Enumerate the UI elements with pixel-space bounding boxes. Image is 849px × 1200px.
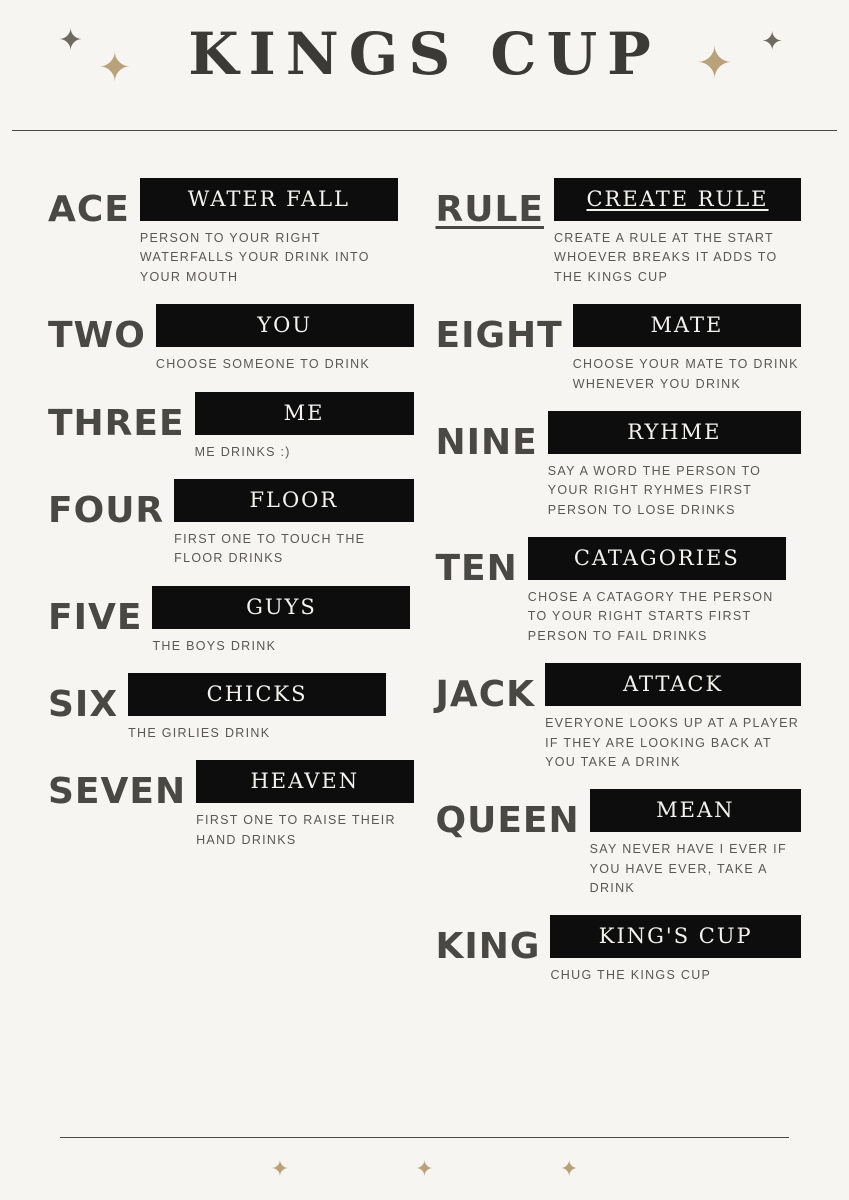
rule-description: FIRST ONE TO RAISE THEIR HAND DRINKS	[196, 813, 396, 847]
rule-body	[186, 760, 413, 850]
rule-action-chip	[140, 178, 398, 221]
rule-action-label: FLOOR	[249, 487, 339, 512]
rule-body	[118, 673, 386, 743]
rule-rank: RULE	[435, 189, 544, 230]
rule-body	[518, 537, 786, 646]
rule-entry	[436, 537, 802, 646]
rule-action-chip	[590, 789, 801, 832]
rule-rank: NINE	[435, 421, 538, 463]
divider-top	[12, 130, 837, 131]
rule-action-label: MEAN	[656, 798, 735, 823]
rule-body	[580, 789, 801, 898]
rule-description: CHOOSE YOUR MATE TO DRINK WHENEVER YOU DRINK	[572, 357, 799, 391]
rule-body	[142, 586, 410, 656]
rule-entry	[436, 663, 802, 772]
rule-rank: THREE	[48, 402, 185, 444]
rule-action-label: MATE	[650, 313, 724, 338]
rule-action-label: GUYS	[246, 594, 317, 619]
rule-body	[185, 392, 414, 462]
rule-action-label: YOU	[257, 313, 313, 338]
rule-description: ME DRINKS :)	[194, 444, 291, 459]
rule-entry	[48, 392, 414, 462]
rule-description: EVERYONE LOOKS UP AT A PLAYER IF THEY ARE LOOKING BACK AT YOU TAKE A DRINK	[545, 716, 800, 769]
rule-rank: FOUR	[48, 489, 165, 531]
rule-description: THE GIRLIES DRINK	[128, 726, 271, 740]
rule-action-chip	[196, 760, 413, 803]
rule-entry	[48, 673, 414, 743]
rule-rank: TEN	[435, 548, 518, 589]
star-icon: ✦	[696, 39, 733, 88]
header	[48, 0, 801, 130]
rule-description: PERSON TO YOUR RIGHT WATERFALLS YOUR DRINK INTO YOUR MOUTH	[139, 231, 370, 284]
rule-action-label: ATTACK	[622, 672, 724, 697]
rule-entry	[48, 760, 414, 850]
rule-body	[538, 411, 801, 520]
rule-action-chip	[550, 915, 801, 958]
rule-body	[130, 178, 398, 287]
rule-description: CHOOSE SOMEONE TO DRINK	[155, 357, 371, 372]
star-icon: ✦	[58, 24, 84, 57]
rule-description: CREATE A RULE AT THE START WHOEVER BREAKS IT ADDS TO THE KINGS CUP	[553, 231, 778, 284]
rule-entry	[436, 411, 802, 520]
rule-action-chip	[548, 411, 801, 454]
rule-body	[146, 304, 414, 374]
rule-entry	[436, 304, 802, 394]
star-icon: ✦	[98, 46, 132, 90]
rules-column-right	[436, 178, 802, 1003]
rule-action-label: HEAVEN	[250, 769, 360, 794]
rule-rank: TWO	[48, 315, 146, 357]
rule-entry	[48, 178, 414, 287]
rule-rank: QUEEN	[435, 800, 580, 842]
rule-entry	[48, 479, 414, 569]
rule-rank: SIX	[48, 684, 119, 725]
rule-entry	[436, 789, 802, 898]
rule-action-label: ME	[283, 400, 325, 425]
rule-action-label: KING'S CUP	[598, 924, 753, 949]
divider-bottom	[60, 1137, 789, 1138]
rule-action-chip	[195, 392, 414, 435]
rule-entry	[436, 915, 802, 985]
rule-entry	[48, 586, 414, 656]
rule-body	[563, 304, 801, 394]
rules-columns	[48, 178, 801, 1003]
rule-action-chip	[573, 304, 801, 347]
rule-description: SAY NEVER HAVE I EVER IF YOU HAVE EVER, TAKE A DRINK	[589, 842, 787, 895]
rule-description: CHUG THE KINGS CUP	[550, 968, 712, 983]
rule-rank: KING	[435, 926, 541, 968]
rules-column-left	[48, 178, 414, 1003]
rule-action-chip	[554, 178, 801, 221]
rule-body	[164, 479, 413, 569]
rule-action-chip	[128, 673, 386, 716]
rule-description: CHOSE A CATAGORY THE PERSON TO YOUR RIGHT STARTS FIRST PERSON TO FAIL DRINKS	[527, 590, 774, 643]
footer-star-icons: ✦ ✦ ✦	[270, 1156, 639, 1181]
rule-rank: EIGHT	[435, 315, 563, 357]
rule-body	[544, 178, 801, 287]
rule-action-label: CHICKS	[206, 682, 308, 706]
rule-rank: ACE	[48, 189, 130, 230]
rule-action-chip	[152, 586, 410, 629]
rule-action-chip	[156, 304, 414, 347]
rule-body	[540, 915, 801, 985]
rule-rank: JACK	[435, 674, 536, 716]
rule-rank: SEVEN	[48, 771, 187, 813]
rule-action-label: WATER FALL	[187, 187, 350, 211]
rule-action-chip	[174, 479, 413, 522]
page-title: KINGS CUP	[188, 20, 661, 88]
rule-action-chip	[528, 537, 786, 580]
rule-description: FIRST ONE TO TOUCH THE FLOOR DRINKS	[174, 531, 366, 566]
rule-rank: FIVE	[48, 596, 143, 638]
rule-description: THE BOYS DRINK	[152, 638, 277, 653]
rule-action-label: RYHME	[627, 419, 722, 444]
rule-body	[535, 663, 801, 772]
rule-action-label: CREATE RULE	[586, 187, 769, 211]
rule-action-label: CATAGORIES	[573, 546, 740, 570]
rule-entry	[436, 178, 802, 287]
rule-entry	[48, 304, 414, 374]
star-icon: ✦	[761, 26, 783, 56]
rule-description: SAY A WORD THE PERSON TO YOUR RIGHT RYHMES FIRST PERSON TO LOSE DRINKS	[547, 463, 762, 517]
rule-action-chip	[545, 663, 801, 706]
